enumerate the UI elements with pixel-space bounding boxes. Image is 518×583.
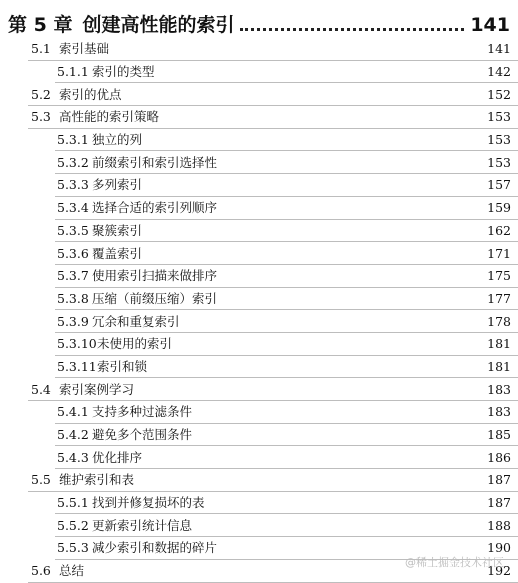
toc-entry-title: 聚簇索引: [92, 222, 143, 238]
toc-entry-label: [0, 473, 134, 487]
toc-entry-label: [0, 110, 159, 124]
toc-subsection-entry: [0, 492, 518, 515]
toc-subsection-entry: [0, 310, 518, 333]
toc-entry-label: [0, 156, 217, 170]
toc-entry-title: 索引基础: [59, 41, 110, 57]
toc-page-number: 175: [487, 268, 511, 284]
toc-entry-label: [0, 541, 217, 555]
toc-section-number: 5.3.6: [57, 245, 89, 261]
chapter-heading: [8, 6, 510, 36]
toc-page-number: 187: [487, 472, 511, 488]
toc-entry-title: 多列索引: [92, 177, 143, 193]
toc-section-number: 5.1: [31, 41, 51, 57]
toc-list: [0, 38, 518, 583]
toc-page-number: 183: [487, 381, 511, 397]
toc-section-number: 5.6: [31, 563, 51, 579]
toc-section-number: 5.1.1: [57, 64, 89, 80]
toc-entry-title: 索引的优点: [59, 86, 122, 102]
toc-entry-title: 避免多个范围条件: [92, 427, 193, 443]
toc-section-number: 5.5.1: [57, 495, 89, 511]
toc-subsection-entry: [0, 401, 518, 424]
toc-entry-label: [0, 428, 192, 442]
toc-subsection-entry: [0, 174, 518, 197]
toc-subsection-entry: [0, 61, 518, 84]
toc-section-number: 5.4.2: [57, 427, 89, 443]
toc-subsection-entry: [0, 242, 518, 265]
toc-entry-label: [0, 383, 134, 397]
toc-page-number: 188: [487, 517, 511, 533]
toc-section-entry: [0, 83, 518, 106]
toc-section-number: 5.4: [31, 381, 51, 397]
toc-subsection-entry: [0, 514, 518, 537]
toc-section-number: 5.4.3: [57, 449, 89, 465]
toc-entry-title: 索引案例学习: [59, 381, 135, 397]
toc-row-divider: [28, 582, 518, 583]
chapter-title: 创建高性能的索引: [82, 14, 235, 36]
toc-page-number: 142: [487, 64, 511, 80]
toc-page-number: 153: [487, 109, 511, 125]
toc-entry-label: [0, 178, 142, 192]
toc-page-number: 190: [487, 540, 511, 556]
toc-entry-label: [0, 65, 155, 79]
toc-page-number: 181: [487, 358, 511, 374]
toc-entry-title: 冗余和重复索引: [92, 313, 180, 329]
toc-page-number: 192: [487, 563, 511, 579]
toc-entry-label: [0, 337, 172, 351]
toc-entry-label: [0, 292, 217, 306]
toc-subsection-entry: [0, 151, 518, 174]
toc-subsection-entry: [0, 424, 518, 447]
toc-section-number: 5.3.8: [57, 290, 89, 306]
toc-page-number: 187: [487, 495, 511, 511]
toc-page-number: 157: [487, 177, 511, 193]
toc-section-number: 5.2: [31, 86, 51, 102]
toc-page-number: 183: [487, 404, 511, 420]
toc-entry-title: 找到并修复损坏的表: [92, 495, 205, 511]
toc-entry-title: 总结: [59, 563, 85, 579]
toc-page-number: 171: [487, 245, 511, 261]
toc-page-number: 159: [487, 200, 511, 216]
toc-entry-label: [0, 269, 217, 283]
toc-section-number: 5.5.3: [57, 540, 89, 556]
toc-subsection-entry: [0, 356, 518, 379]
toc-entry-label: [0, 42, 109, 56]
toc-entry-label: [0, 133, 142, 147]
toc-entry-title: 选择合适的索引列顺序: [92, 200, 218, 216]
toc-entry-title: 压缩（前缀压缩）索引: [92, 290, 218, 306]
toc-section-number: 5.3.11: [57, 358, 97, 374]
toc-entry-title: 支持多种过滤条件: [92, 404, 193, 420]
chapter-number: 第 5 章: [8, 14, 73, 36]
dot-leader: [240, 28, 464, 31]
toc-entry-label: [0, 496, 205, 510]
toc-section-number: 5.3.10: [57, 336, 97, 352]
toc-page-number: 186: [487, 449, 511, 465]
toc-entry-title: 索引和锁: [97, 358, 148, 374]
toc-section-number: 5.3.1: [57, 132, 89, 148]
toc-entry-title: 索引的类型: [92, 64, 155, 80]
toc-entry-label: [0, 564, 84, 578]
toc-entry-label: [0, 247, 142, 261]
toc-entry-title: 高性能的索引策略: [59, 109, 160, 125]
toc-entry-label: [0, 201, 217, 215]
toc-entry-label: [0, 315, 180, 329]
toc-page-number: 153: [487, 132, 511, 148]
toc-subsection-entry: [0, 197, 518, 220]
toc-section-number: 5.3.9: [57, 313, 89, 329]
toc-section-number: 5.5.2: [57, 517, 89, 533]
toc-entry-label: [0, 224, 142, 238]
toc-section-number: 5.3.4: [57, 200, 89, 216]
toc-section-entry: [0, 38, 518, 61]
toc-entry-label: [0, 519, 192, 533]
toc-entry-title: 未使用的索引: [97, 336, 173, 352]
toc-page-number: 152: [487, 86, 511, 102]
toc-section-number: 5.3.7: [57, 268, 89, 284]
toc-entry-label: [0, 360, 147, 374]
toc-page-number: 177: [487, 290, 511, 306]
toc-page-number: 162: [487, 222, 511, 238]
toc-section-number: 5.3.2: [57, 154, 89, 170]
toc-subsection-entry: [0, 446, 518, 469]
toc-page-number: 153: [487, 154, 511, 170]
toc-subsection-entry: [0, 265, 518, 288]
toc-entry-title: 优化排序: [92, 449, 143, 465]
toc-subsection-entry: [0, 288, 518, 311]
toc-section-entry: [0, 378, 518, 401]
toc-section-number: 5.3.3: [57, 177, 89, 193]
toc-entry-title: 前缀索引和索引选择性: [92, 154, 218, 170]
toc-section-entry: [0, 106, 518, 129]
toc-subsection-entry: [0, 333, 518, 356]
toc-section-number: 5.5: [31, 472, 51, 488]
toc-entry-label: [0, 451, 142, 465]
toc-entry-label: [0, 88, 122, 102]
toc-section-number: 5.3: [31, 109, 51, 125]
toc-section-number: 5.3.5: [57, 222, 89, 238]
toc-entry-title: 使用索引扫描来做排序: [92, 268, 218, 284]
toc-entry-title: 减少索引和数据的碎片: [92, 540, 218, 556]
toc-section-number: 5.4.1: [57, 404, 89, 420]
toc-page-number: 181: [487, 336, 511, 352]
toc-page-number: 185: [487, 427, 511, 443]
toc-entry-title: 更新索引统计信息: [92, 517, 193, 533]
toc-entry-title: 维护索引和表: [59, 472, 135, 488]
toc-page-number: 178: [487, 313, 511, 329]
toc-entry-title: 覆盖索引: [92, 245, 143, 261]
toc-subsection-entry: [0, 129, 518, 152]
toc-entry-title: 独立的列: [92, 132, 143, 148]
toc-page-number: 141: [487, 41, 511, 57]
toc-section-entry: [0, 469, 518, 492]
toc-entry-label: [0, 405, 192, 419]
toc-subsection-entry: [0, 220, 518, 243]
watermark: @稀土掘金技术社区: [405, 556, 504, 569]
chapter-page-number: 141: [470, 14, 510, 36]
